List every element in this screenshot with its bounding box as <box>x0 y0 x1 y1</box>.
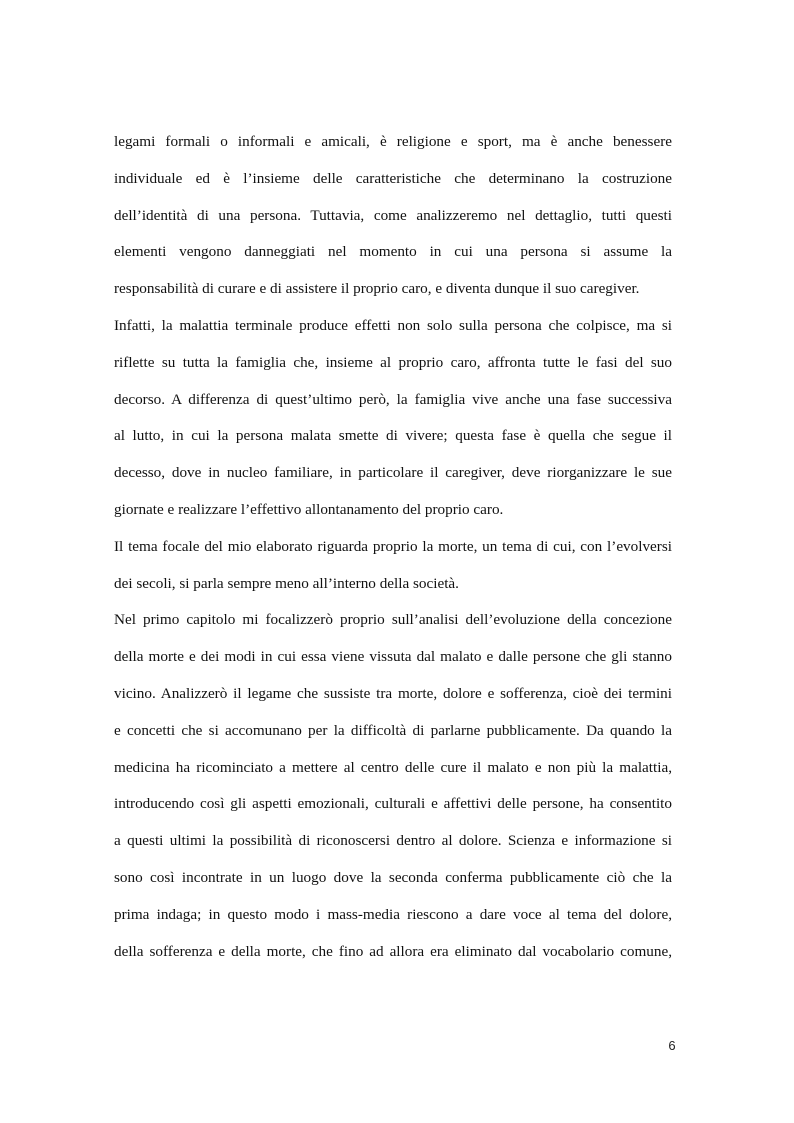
text-line: Infatti, la malattia terminale produce effetti non solo sulla persona che colpisce, ma si <box>114 316 672 334</box>
text-line: decesso, dove in nucleo familiare, in particolare il caregiver, deve riorganizzare le sue <box>114 464 672 482</box>
text-line: legami formali o informali e amicali, è religione e sport, ma è anche benessere <box>114 133 672 150</box>
text-line: Il tema focale del mio elaborato riguarda proprio la morte, un tema di cui, con l’evolversi <box>114 537 672 555</box>
text-line: Nel primo capitolo mi focalizzerò proprio sull’analisi dell’evoluzione della concezione <box>114 611 672 629</box>
text-line: medicina ha ricominciato a mettere al centro delle cure il malato e non più la malattia, <box>114 758 672 776</box>
text-line: a questi ultimi la possibilità di riconoscersi dentro al dolore. Scienza e informazione si <box>114 832 672 850</box>
text-line: dei secoli, si parla sempre meno all’interno della società. <box>114 574 459 592</box>
text-line: decorso. A differenza di quest’ultimo però, la famiglia vive anche una fase successiva <box>114 390 672 408</box>
text-line: e concetti che si accomunano per la difficoltà di parlarne pubblicamente. Da quando la <box>114 721 672 739</box>
text-line: introducendo così gli aspetti emozionali, culturali e affettivi delle persone, ha consentito <box>114 795 672 813</box>
text-line: della sofferenza e della morte, che fino ad allora era eliminato dal vocabolario comune, <box>114 942 672 960</box>
text-line: al lutto, in cui la persona malata smette di vivere; questa fase è quella che segue il <box>114 427 672 445</box>
text-line: individuale ed è l’insieme delle caratteristiche che determinano la costruzione <box>114 169 672 187</box>
text-line: sono così incontrate in un luogo dove la seconda conferma pubblicamente ciò che la <box>114 868 672 886</box>
text-line: vicino. Analizzerò il legame che sussiste tra morte, dolore e sofferenza, cioè dei termini <box>114 684 672 702</box>
text-line: della morte e dei modi in cui essa viene vissuta dal malato e dalle persone che gli stanno <box>114 648 672 666</box>
page-number: 6 <box>668 1038 676 1053</box>
text-line: responsabilità di curare e di assistere il proprio caro, e diventa dunque il suo caregiver. <box>114 280 640 298</box>
text-line: elementi vengono danneggiati nel momento in cui una persona si assume la <box>114 243 672 261</box>
body-text <box>114 128 672 974</box>
text-line: dell’identità di una persona. Tuttavia, come analizzeremo nel dettaglio, tutti questi <box>114 206 672 224</box>
text-line: prima indaga; in questo modo i mass-media riescono a dare voce al tema del dolore, <box>114 905 672 923</box>
text-line: giornate e realizzare l’effettivo allontanamento del proprio caro. <box>114 500 504 518</box>
text-line: riflette su tutta la famiglia che, insieme al proprio caro, affronta tutte le fasi del suo <box>114 353 672 371</box>
